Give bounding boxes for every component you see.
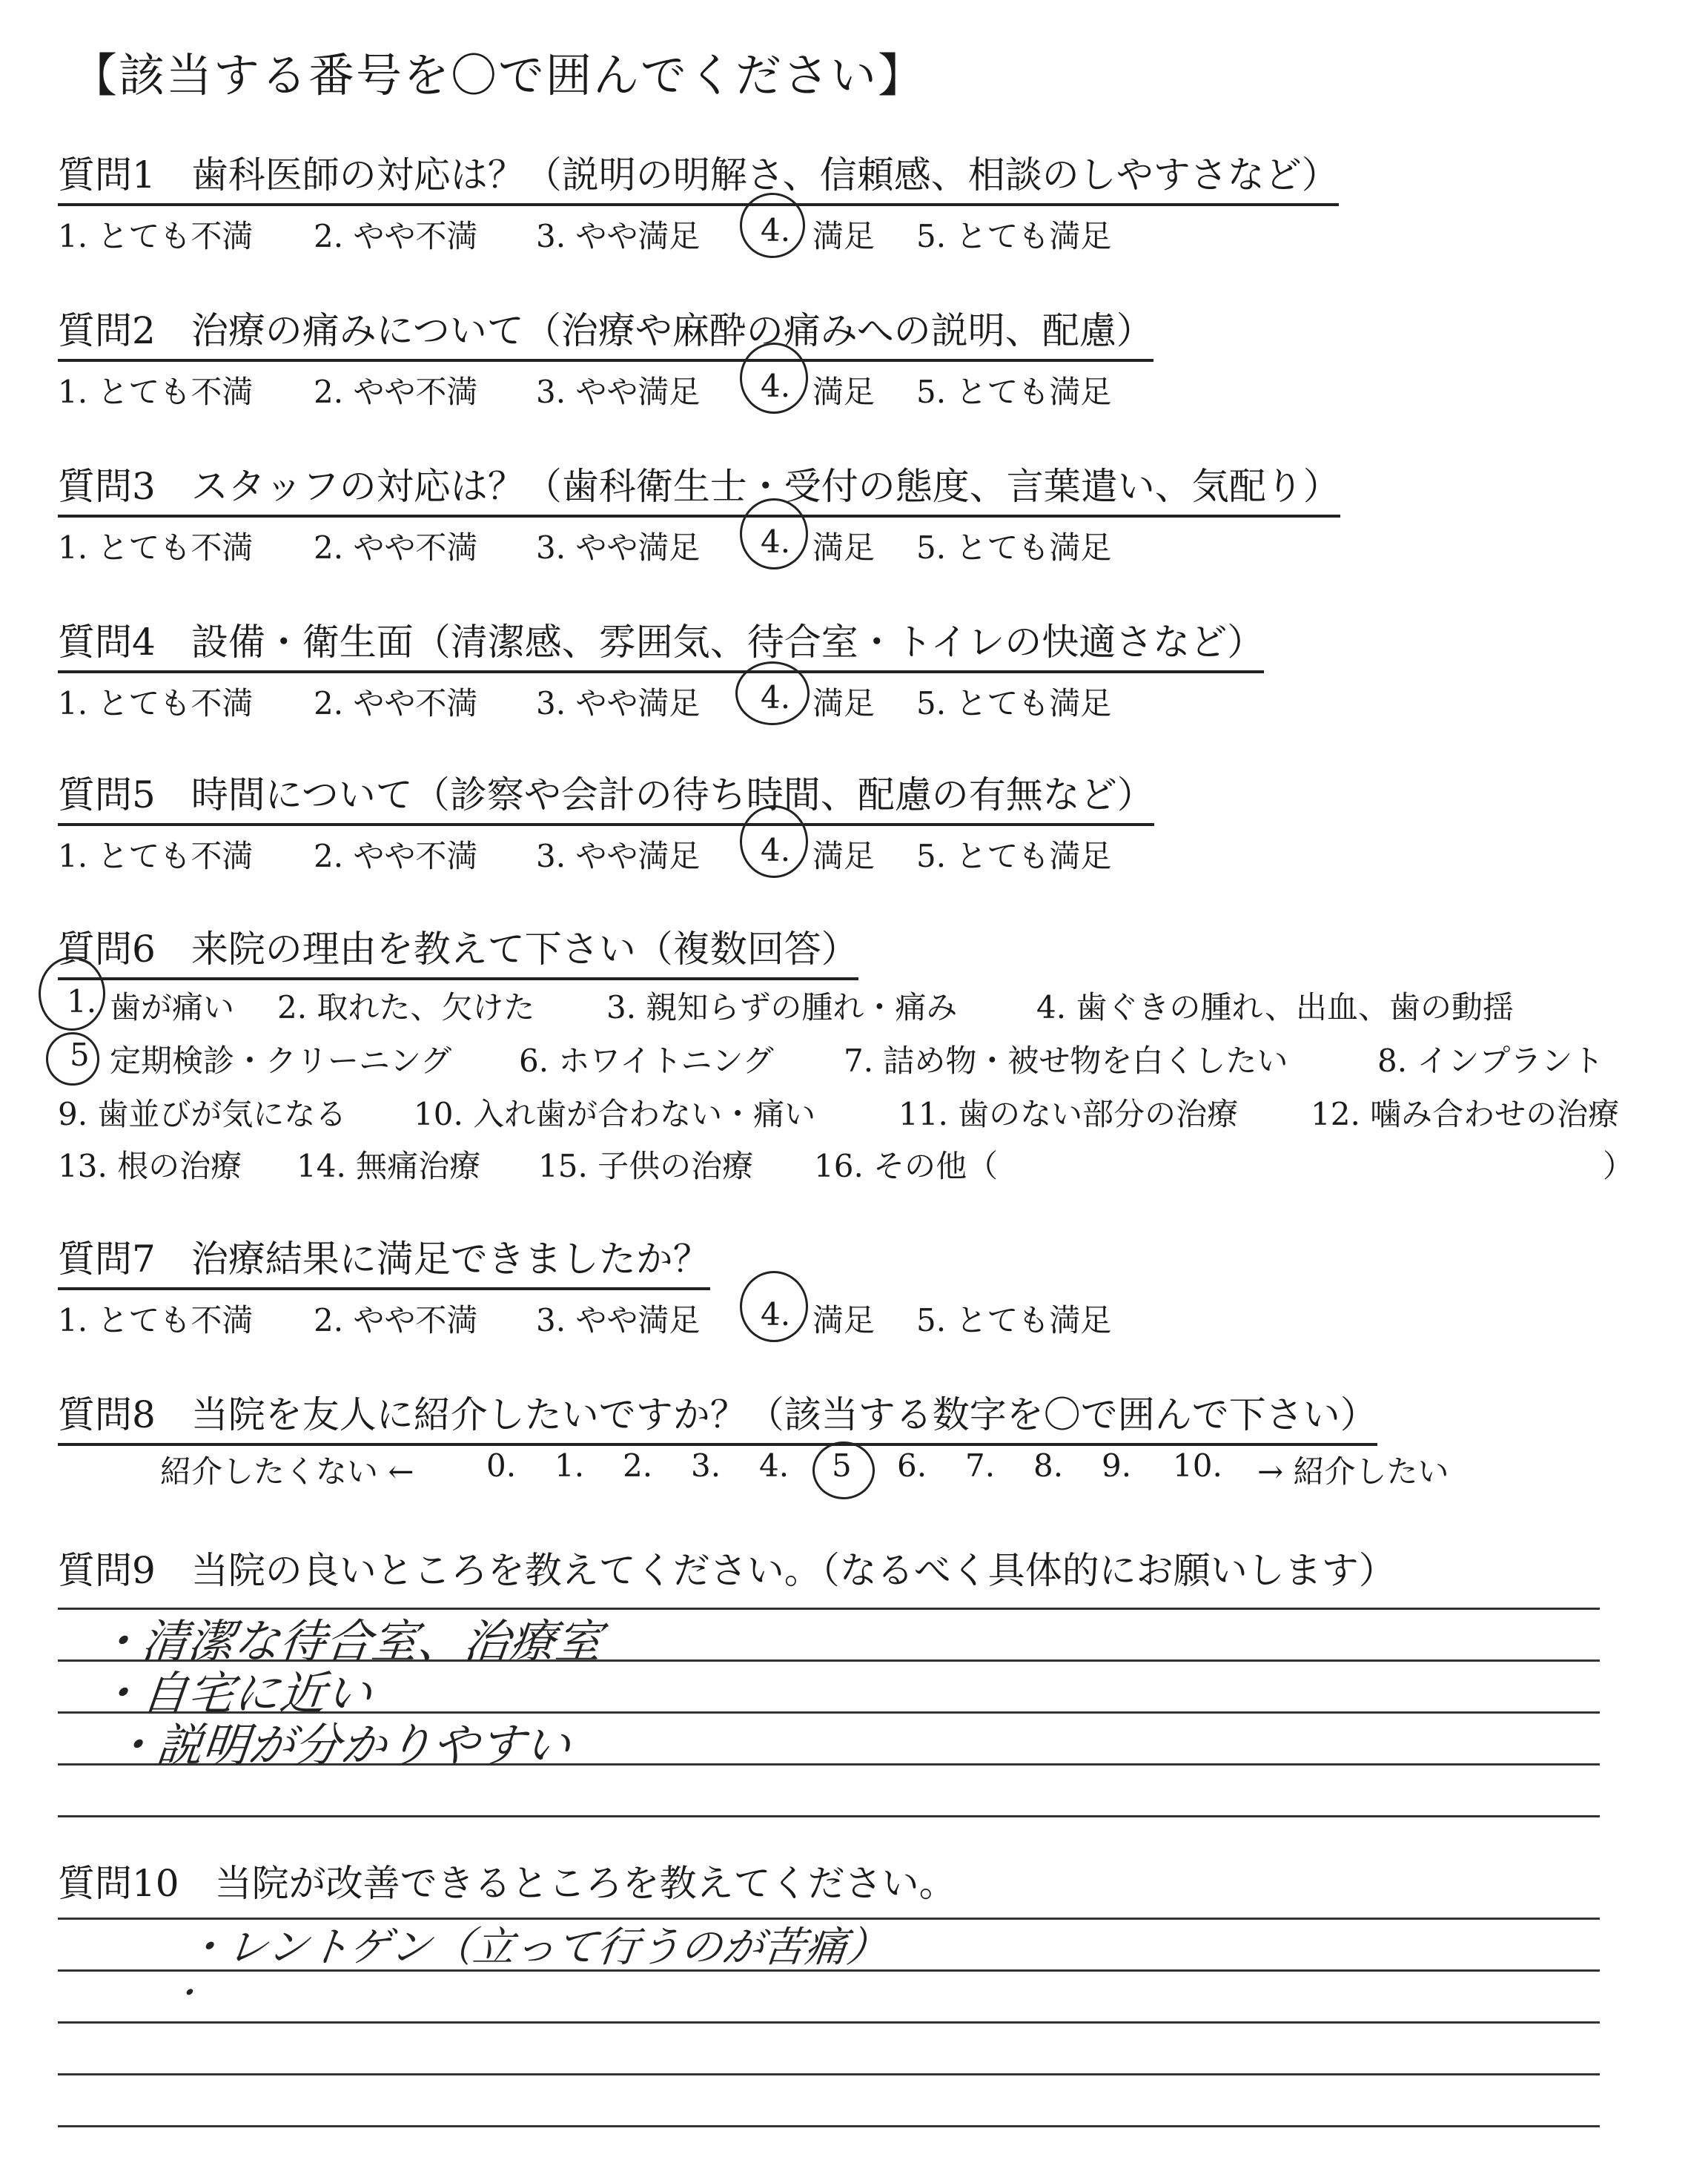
option-1[interactable]: 1. とても不満: [58, 685, 254, 721]
option-5[interactable]: 5. とても満足: [916, 218, 1112, 254]
reason-1[interactable]: 歯が痛い: [110, 989, 235, 1025]
reason-2[interactable]: 2. 取れた、欠けた: [277, 989, 535, 1025]
question-1: [58, 145, 1674, 260]
question-text: 治療の痛みについて（治療や麻酔の痛みへの説明、配慮）: [191, 309, 1153, 352]
reason-4[interactable]: 4. 歯ぐきの腫れ、出血、歯の動揺: [1036, 989, 1514, 1025]
question-text: 歯科医師の対応は？（説明の明解さ、信頼感、相談のしやすさなど）: [191, 153, 1339, 196]
handwritten-answer-3: ・説明が分かりやすい: [107, 1718, 574, 1772]
reason-15[interactable]: 15. 子供の治療: [538, 1148, 754, 1184]
question-number: 質問1: [58, 153, 156, 196]
option-5[interactable]: 5. とても満足: [916, 685, 1112, 721]
question-7: [58, 1229, 1674, 1344]
question-text: 時間について（診察や会計の待ち時間、配慮の有無など）: [191, 773, 1154, 816]
question-number: 質問9: [58, 1549, 156, 1592]
option-3[interactable]: 3. やや満足: [536, 1302, 701, 1338]
question-4: [58, 612, 1674, 727]
question-number: 質問7: [58, 1238, 156, 1281]
reason-5-number[interactable]: 5: [70, 1037, 90, 1073]
question-number: 質問3: [58, 465, 156, 508]
option-4-label: 満足: [812, 529, 875, 566]
question-title: [58, 1229, 710, 1290]
option-2[interactable]: 2. やや不満: [314, 218, 478, 254]
question-title: [58, 457, 1340, 518]
question-text: 当院が改善できるところを教えてください。: [214, 1862, 956, 1905]
scale-7[interactable]: 7.: [965, 1447, 996, 1484]
question-8: [58, 1385, 1674, 1446]
option-4[interactable]: 4.: [761, 1296, 791, 1332]
option-1[interactable]: 1. とても不満: [58, 529, 254, 566]
reason-8[interactable]: 8. インプラント: [1377, 1043, 1604, 1079]
option-4[interactable]: 4.: [761, 212, 791, 248]
question-number: 質問10: [58, 1862, 179, 1905]
reason-11[interactable]: 11. 歯のない部分の治療: [898, 1096, 1239, 1132]
option-1[interactable]: 1. とても不満: [58, 218, 254, 254]
question-text: 当院を友人に紹介したいですか？（該当する数字を〇で囲んで下さい）: [191, 1393, 1377, 1436]
scale-left-label: 紹介したくない ←: [160, 1453, 414, 1490]
answer-line: [58, 2125, 1600, 2127]
reason-options: [58, 983, 1674, 1206]
selected-circle-mark: [46, 1032, 99, 1086]
option-4[interactable]: 4.: [761, 679, 791, 716]
option-5[interactable]: 5. とても満足: [916, 1302, 1112, 1338]
question-text: 治療結果に満足できましたか？: [191, 1238, 710, 1281]
question-6: [58, 919, 1674, 980]
answer-line: [58, 2021, 1600, 2024]
selected-circle-mark: [812, 1441, 875, 1499]
scale-6[interactable]: 6.: [897, 1447, 927, 1484]
option-1[interactable]: 1. とても不満: [58, 374, 254, 410]
reason-10[interactable]: 10. 入れ歯が合わない・痛い: [414, 1096, 816, 1132]
scale-3[interactable]: 3.: [691, 1447, 721, 1484]
option-2[interactable]: 2. やや不満: [314, 838, 478, 874]
reason-12[interactable]: 12. 噛み合わせの治療: [1311, 1096, 1620, 1132]
option-4[interactable]: 4.: [761, 524, 791, 560]
scale-8[interactable]: 8.: [1033, 1447, 1064, 1484]
reason-7[interactable]: 7. 詰め物・被せ物を白くしたい: [844, 1043, 1288, 1079]
option-4-label: 満足: [812, 218, 875, 254]
scale-0[interactable]: 0.: [486, 1447, 517, 1484]
question-title: [58, 1854, 956, 1912]
reason-1-number[interactable]: 1.: [67, 983, 97, 1020]
question-title: [58, 1541, 1396, 1599]
option-2[interactable]: 2. やや不満: [314, 374, 478, 410]
question-title: [58, 145, 1339, 206]
option-1[interactable]: 1. とても不満: [58, 838, 254, 874]
option-1[interactable]: 1. とても不満: [58, 1302, 254, 1338]
handwritten-answer-2: ・: [168, 1975, 205, 2012]
option-4-label: 満足: [812, 838, 875, 874]
question-title: [58, 612, 1264, 673]
rating-options: [58, 679, 1674, 727]
reason-13[interactable]: 13. 根の治療: [58, 1148, 242, 1184]
scale-9[interactable]: 9.: [1102, 1447, 1132, 1484]
question-number: 質問4: [58, 621, 156, 664]
reason-6[interactable]: 6. ホワイトニング: [519, 1043, 774, 1079]
question-number: 質問6: [58, 928, 156, 971]
question-text: スタッフの対応は？（歯科衛生士・受付の態度、言葉遣い、気配り）: [191, 465, 1340, 508]
handwritten-answer-2: ・自宅に近い: [93, 1666, 375, 1720]
question-title: [58, 301, 1153, 362]
option-5[interactable]: 5. とても満足: [916, 529, 1112, 566]
rating-options: [58, 368, 1674, 415]
option-3[interactable]: 3. やや満足: [536, 838, 701, 874]
selected-circle-mark: [740, 805, 808, 878]
question-number: 質問8: [58, 1393, 156, 1436]
page-title: 【該当する番号を〇で囲んでください】: [71, 48, 926, 102]
reason-16[interactable]: 16. その他（: [814, 1148, 999, 1184]
option-4-label: 満足: [812, 374, 875, 410]
question-title: [58, 919, 858, 980]
selected-circle-mark: [740, 498, 808, 569]
option-4-label: 満足: [812, 1302, 875, 1338]
recommend-scale: [160, 1447, 1494, 1492]
question-title: [58, 1385, 1377, 1446]
option-5[interactable]: 5. とても満足: [916, 838, 1112, 874]
option-3[interactable]: 3. やや満足: [536, 685, 701, 721]
handwritten-answer-1: ・清潔な待合室、治療室: [93, 1614, 605, 1668]
scale-10[interactable]: 10.: [1173, 1447, 1222, 1484]
question-number: 質問5: [58, 773, 156, 816]
scale-5[interactable]: 5: [832, 1447, 852, 1484]
reason-16-close: ）: [1603, 1148, 1635, 1184]
rating-options: [58, 832, 1674, 879]
option-3[interactable]: 3. やや満足: [536, 374, 701, 410]
question-text: 来院の理由を教えて下さい（複数回答）: [191, 928, 858, 971]
reason-3[interactable]: 3. 親知らずの腫れ・痛み: [606, 989, 958, 1025]
question-title: [58, 765, 1154, 826]
option-5[interactable]: 5. とても満足: [916, 374, 1112, 410]
selected-circle-mark: [39, 957, 105, 1031]
question-9: [58, 1541, 1674, 1599]
scale-4[interactable]: 4.: [759, 1447, 790, 1484]
rating-options: [58, 524, 1674, 571]
scale-1[interactable]: 1.: [555, 1447, 585, 1484]
reason-9[interactable]: 9. 歯並びが気になる: [58, 1096, 347, 1132]
question-text: 設備・衛生面（清潔感、雰囲気、待合室・トイレの快適さなど）: [191, 621, 1265, 664]
reason-14[interactable]: 14. 無痛治療: [297, 1148, 481, 1184]
option-2[interactable]: 2. やや不満: [314, 529, 478, 566]
answer-line: [58, 1815, 1600, 1817]
option-4[interactable]: 4.: [761, 832, 791, 868]
option-2[interactable]: 2. やや不満: [314, 685, 478, 721]
rating-options: [58, 1296, 1674, 1344]
option-2[interactable]: 2. やや不満: [314, 1302, 478, 1338]
answer-line: [58, 2073, 1600, 2075]
handwritten-answer-1: ・レントゲン（立って行うのが苦痛）: [182, 1923, 891, 1972]
option-3[interactable]: 3. やや満足: [536, 529, 701, 566]
selected-circle-mark: [740, 1271, 808, 1342]
question-2: [58, 301, 1674, 415]
question-text: 当院の良いところを教えてください。（なるべく具体的にお願いします）: [191, 1549, 1396, 1592]
option-4-label: 満足: [812, 685, 875, 721]
question-5: [58, 765, 1674, 879]
question-3: [58, 457, 1674, 571]
scale-right-label: → 紹介したい: [1257, 1453, 1449, 1490]
option-4[interactable]: 4.: [761, 368, 791, 404]
option-3[interactable]: 3. やや満足: [536, 218, 701, 254]
scale-2[interactable]: 2.: [623, 1447, 653, 1484]
selected-circle-mark: [740, 193, 805, 258]
selected-circle-mark: [735, 661, 810, 725]
question-10: [58, 1854, 1674, 1912]
rating-options: [58, 212, 1674, 260]
selected-circle-mark: [740, 343, 808, 414]
reason-5[interactable]: 定期検診・クリーニング: [110, 1043, 452, 1079]
question-number: 質問2: [58, 309, 156, 352]
